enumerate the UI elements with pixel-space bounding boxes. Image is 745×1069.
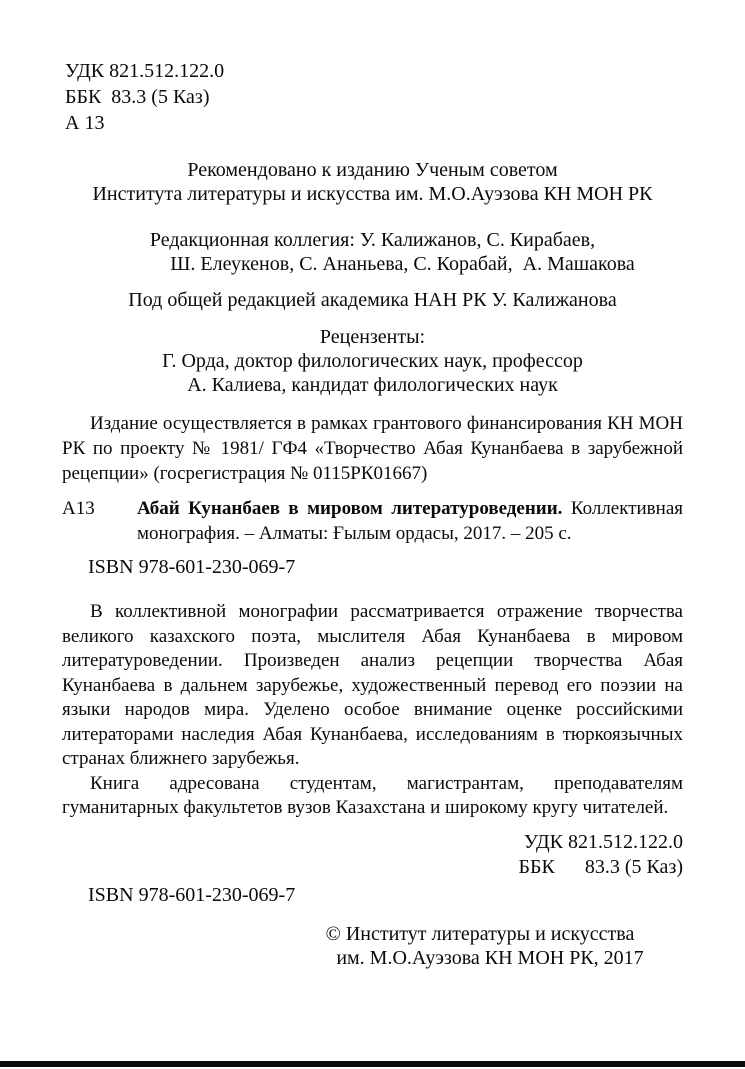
- page-edge-scan-bar: [0, 1061, 745, 1067]
- author-sign-code: А 13: [65, 112, 105, 134]
- annotation-paragraph-2: Книга адресована студентам, магистрантам, преподавателям гуманитарных факультетов вузов Казахстана и широкому кругу читателей.: [62, 772, 683, 818]
- catalog-entry-title: Абай Кунанбаев в мировом литературоведении.: [137, 498, 563, 519]
- isbn-number-bottom: ISBN 978-601-230-069-7: [88, 883, 296, 906]
- catalog-entry: [62, 496, 683, 546]
- catalog-entry-code: А13: [62, 498, 95, 519]
- reviewer-2: А. Калиева, кандидат филологических наук: [187, 374, 558, 396]
- reviewer-1: Г. Орда, доктор филологических наук, профессор: [162, 350, 583, 372]
- copyright-line-2: им. М.О.Ауэзова КН МОН РК, 2017: [336, 946, 644, 969]
- grant-funding-note: Издание осуществляется в рамках грантового финансирования КН МОН РК по проекту № 1981/ ГФ4 «Творчество Абая Кунанбаева в зарубежной рецепции» (госрегистрация № 0115РК01667): [62, 413, 683, 484]
- editorial-board: [62, 228, 683, 276]
- udc-code-bottom: УДК 821.512.122.0: [523, 830, 683, 853]
- annotation-block: [62, 600, 683, 821]
- copyright-block: [290, 922, 670, 970]
- bottom-classification-codes: [62, 830, 683, 880]
- top-classification-codes: [65, 0, 683, 136]
- copyright-line-1: © Институт литературы и искусства: [325, 922, 635, 945]
- catalog-entry-details: Коллективная монография. – Алматы: Ғылым ордасы, 2017. – 205 с.: [137, 498, 683, 544]
- udc-code-top: УДК 821.512.122.0: [65, 60, 225, 82]
- editorial-board-line-1: Редакционная коллегия: У. Калижанов, С. Кирабаев,: [149, 229, 596, 251]
- recommendation-line-1: Рекомендовано к изданию Ученым советом: [187, 159, 558, 181]
- isbn-number-top: ISBN 978-601-230-069-7: [88, 556, 296, 578]
- reviewers-block: [62, 325, 683, 397]
- reviewers-heading: Рецензенты:: [319, 326, 426, 348]
- bbk-code-top: ББК 83.3 (5 Каз): [65, 86, 210, 108]
- recommendation-note: [62, 158, 683, 206]
- general-editor-note: Под общей редакцией академика НАН РК У. Калижанова: [128, 289, 617, 311]
- annotation-paragraph-1: В коллективной монографии рассматривается отражение творчества великого казахского поэта, мыслителя Абая Кунанбаева в мировом литературоведении. Произведен анализ рецепции творчества Абая Кунанбаева в дальнем зарубежье, художественный перевод его поэзии на языки народов мира. Уделено особое внимание оценке российскими литераторами наследия Абая Кунанбаева, исследованиям в тюркоязычных странах ближнего зарубежья.: [62, 601, 683, 769]
- recommendation-line-2: Института литературы и искусства им. М.О.Ауэзова КН МОН РК: [92, 183, 653, 205]
- editorial-board-line-2: Ш. Елеукенов, С. Ананьева, С. Корабай, А. Машакова: [170, 253, 635, 275]
- bbk-code-bottom: ББК 83.3 (5 Каз): [518, 855, 683, 878]
